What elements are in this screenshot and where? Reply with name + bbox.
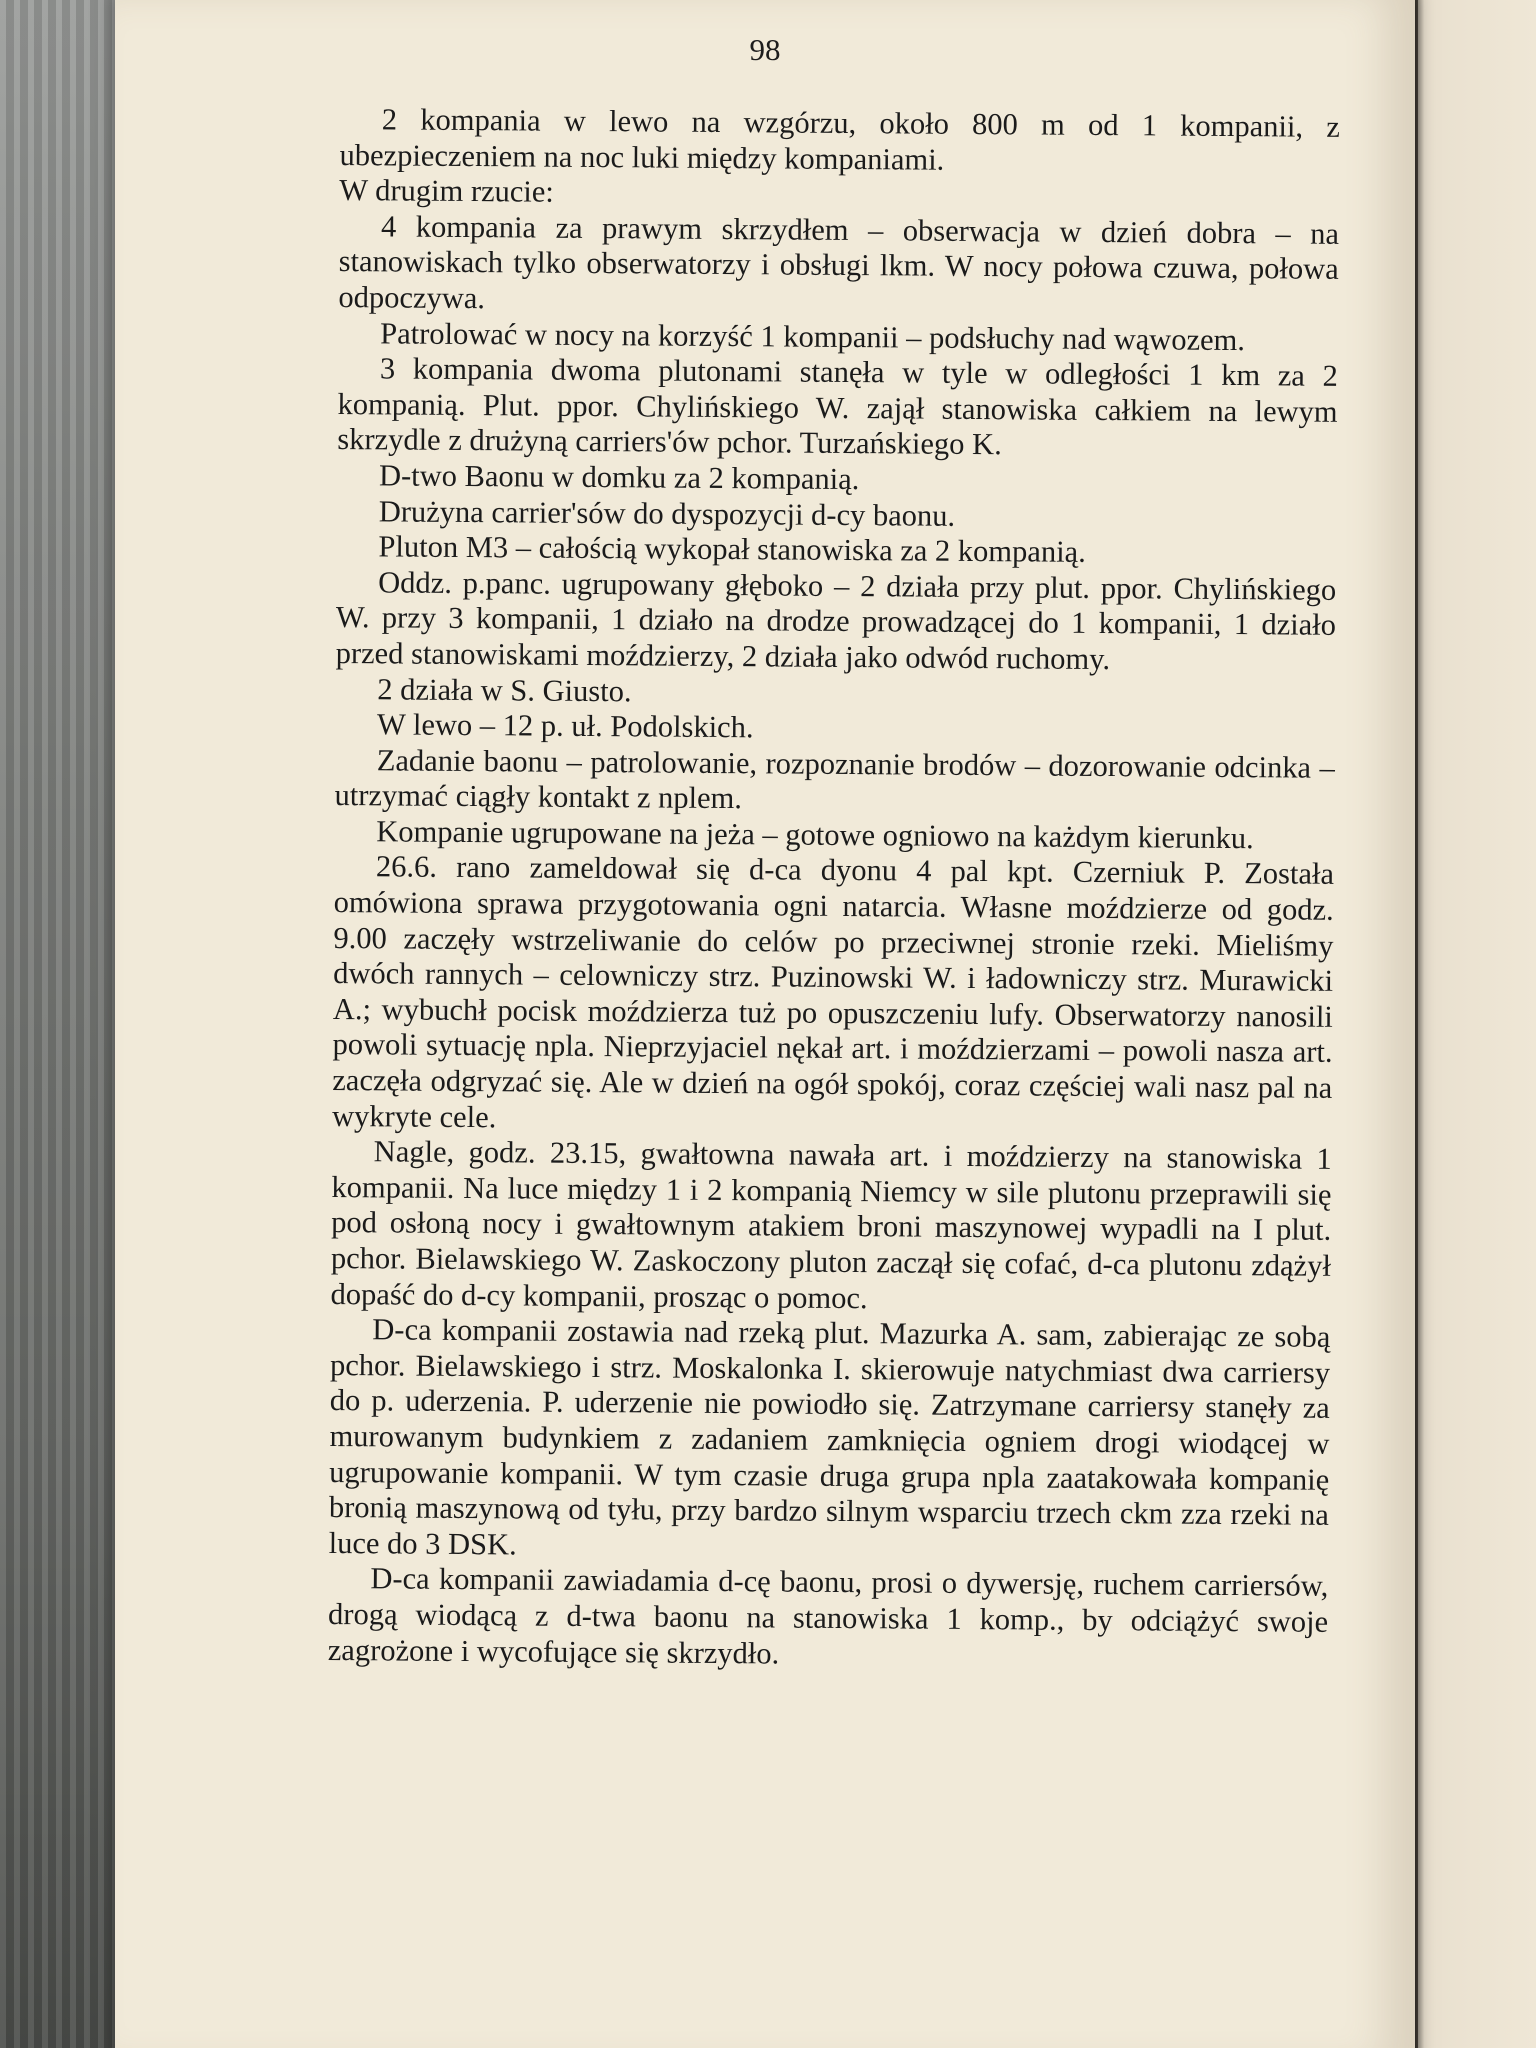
paragraph-11: W lewo – 12 p. uł. Podolskich. <box>376 707 754 745</box>
next-page-edge <box>1406 0 1536 2048</box>
paragraph-4: Patrolować w nocy na korzyść 1 kompanii – podsłuchy nad wąwozem. <box>380 315 1246 357</box>
page-text <box>328 102 1340 1676</box>
paragraph-16: D-ca kompanii zostawia nad rzeką plut. Mazurka A. sam, zabierając ze sobą pchor. Bielawskiego i strz. Moskalonka I. skierowuje natychmiast dwa carriersy do p. uderzenia. P. uderzenie nie powiodło się. Zatrzymane carriersy stanęły za murowanym budynkiem z zadaniem zamknięcia ogniem drogi wiodącej w ugrupowanie kompanii. W tym czasie druga grupa npla zaatakowała kompanię bronią maszynową od tyłu, przy bardzo silnym wsparciu trzech ckm zza rzeki na luce do 3 DSK. <box>328 1312 1331 1562</box>
paragraph-12: Zadanie baonu – patrolowanie, rozpoznanie brodów – dozorowanie odcinka – utrzymać ciągły kontakt z nplem. <box>334 742 1335 816</box>
paragraph-15: Nagle, godz. 23.15, gwałtowna nawała art. i moździerzy na stanowiska 1 kompanii. Na luce między 1 i 2 kompanią Niemcy w sile plutonu przeprawili się pod osłoną nocy i gwałtownym atakiem broni maszynowej wypadli na I plut. pchor. Bielawskiego W. Zaskoczony pluton zaczął się cofać, d-ca plutonu zdążył dopaść do d-cy kompanii, prosząc o pomoc. <box>330 1134 1332 1315</box>
paragraph-1: 2 kompania w lewo na wzgórzu, około 800 m od 1 kompanii, z ubezpieczeniem na noc luki między kompaniami. <box>339 102 1340 177</box>
paragraph-2: W drugim rzucie: <box>339 173 554 209</box>
paragraph-13: Kompanie ugrupowane na jeża – gotowe ogniowo na każdym kierunku. <box>376 814 1254 856</box>
paragraph-9: Oddz. p.panc. ugrupowany głęboko – 2 działa przy plut. ppor. Chylińskiego W. przy 3 kompanii, 1 działo na drodze prowadzącej do 1 kompanii, 1 działo przed stanowiskami moździerzy, 2 działa jako odwód ruchomy. <box>335 565 1337 676</box>
paragraph-7: Drużyna carrier'sów do dyspozycji d-cy baonu. <box>378 493 956 533</box>
page-number: 98 <box>749 32 781 67</box>
paragraph-5: 3 kompania dwoma plutonami stanęła w tyle w odległości 1 km za 2 kompanią. Plut. ppor. Chylińskiego W. zajął stanowiska całkiem na lewym skrzydle z drużyną carriers'ów pchor. Turzańskiego K. <box>337 351 1339 462</box>
paragraph-10: 2 działa w S. Giusto. <box>377 671 632 708</box>
paragraph-6: D-two Baonu w domku za 2 kompanią. <box>378 458 860 497</box>
book-page <box>115 0 1415 2048</box>
paragraph-8: Pluton M3 – całością wykopał stanowiska za 2 kompanią. <box>378 529 1086 569</box>
paragraph-14: 26.6. rano zameldował się d-ca dyonu 4 pal kpt. Czerniuk P. Została omówiona sprawa przygotowania ogni natarcia. Własne moździerze od godz. 9.00 zaczęły wstrzeliwanie do celów po przeciwnej stronie rzeki. Mieliśmy dwóch rannych – celowniczy strz. Puzinowski W. i ładowniczy strz. Murawicki A.; wybuchł pocisk moździerza tuż po opuszczeniu lufy. Obserwatorzy nanosili powoli sytuację npla. Nieprzyjaciel nękał art. i moździerzami – powoli nasza art. zaczęła odgryzać się. Ale w dzień na ogół spokój, coraz częściej wali nasz pal na wykryte cele. <box>331 849 1335 1134</box>
paragraph-3: 4 kompania za prawym skrzydłem – obserwacja w dzień dobra – na stanowiskach tylko obserwatorzy i obsługi lkm. W nocy połowa czuwa, połowa odpoczywa. <box>338 209 1340 316</box>
paragraph-17: D-ca kompanii zawiadamia d-cę baonu, prosi o dywersję, ruchem carriersów, drogą wiodącą z d-twa baonu na stanowiska 1 komp., by odciążyć swoje zagrożone i wycofujące się skrzydło. <box>327 1561 1329 1671</box>
